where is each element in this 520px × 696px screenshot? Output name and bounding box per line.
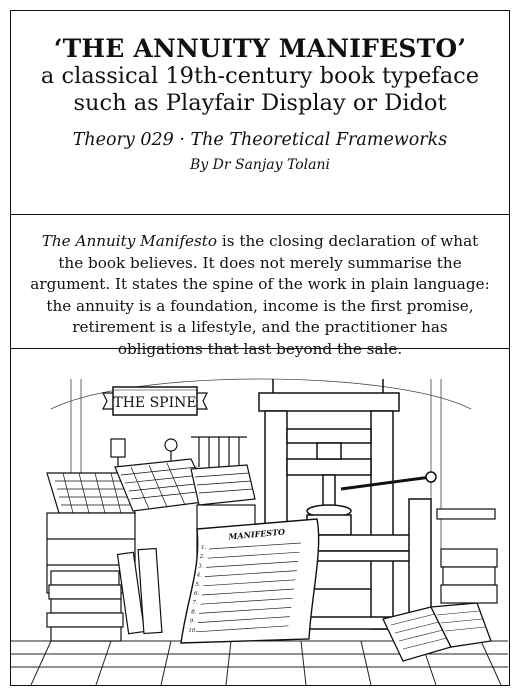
scroll-number: 7. [192, 600, 198, 607]
illustration-svg [11, 349, 508, 685]
subtitle-line-1: a classical 19th-century book typeface [40, 63, 480, 89]
poster-frame [10, 10, 510, 686]
printing-press-illustration [11, 349, 509, 685]
theory-label: Theory 029 · The Theoretical Frameworks [72, 130, 448, 150]
scroll-number: 4. [196, 572, 203, 579]
intro-paragraph [11, 215, 509, 358]
scroll-number: 3. [198, 563, 204, 570]
intro-body-text: is the closing declaration of what the book believes. It does not merely summarise the argument. It states the spine of the work in plain language: the annuity is a foundation, income is the first promise, retirement is a lifestyle, and the practitioner has obligations that last beyond the sale. [30, 232, 490, 358]
intro-lead-title: The Annuity Manifesto [41, 232, 218, 250]
scroll-number: 2. [199, 554, 205, 561]
subtitle-line-2: such as Playfair Display or Didot [73, 90, 447, 116]
header-section [11, 11, 509, 215]
scroll-number: 1. [201, 545, 207, 551]
shelf-right [437, 509, 497, 603]
scroll-number: 5. [195, 581, 201, 588]
scroll-heading: MANIFESTO [228, 526, 286, 542]
manifesto-scroll [181, 519, 319, 643]
scroll-number: 9. [189, 618, 196, 625]
scroll-number: 6. [194, 591, 200, 597]
banner-text: THE SPINE [113, 395, 197, 411]
page-title: ‘THE ANNUITY MANIFESTO’ [53, 34, 467, 63]
scroll-number: 8. [191, 609, 197, 616]
open-book [383, 603, 491, 661]
spine-banner [103, 387, 207, 415]
author-byline: By Dr Sanjay Tolani [189, 157, 330, 173]
scroll-number: 10. [188, 627, 198, 634]
